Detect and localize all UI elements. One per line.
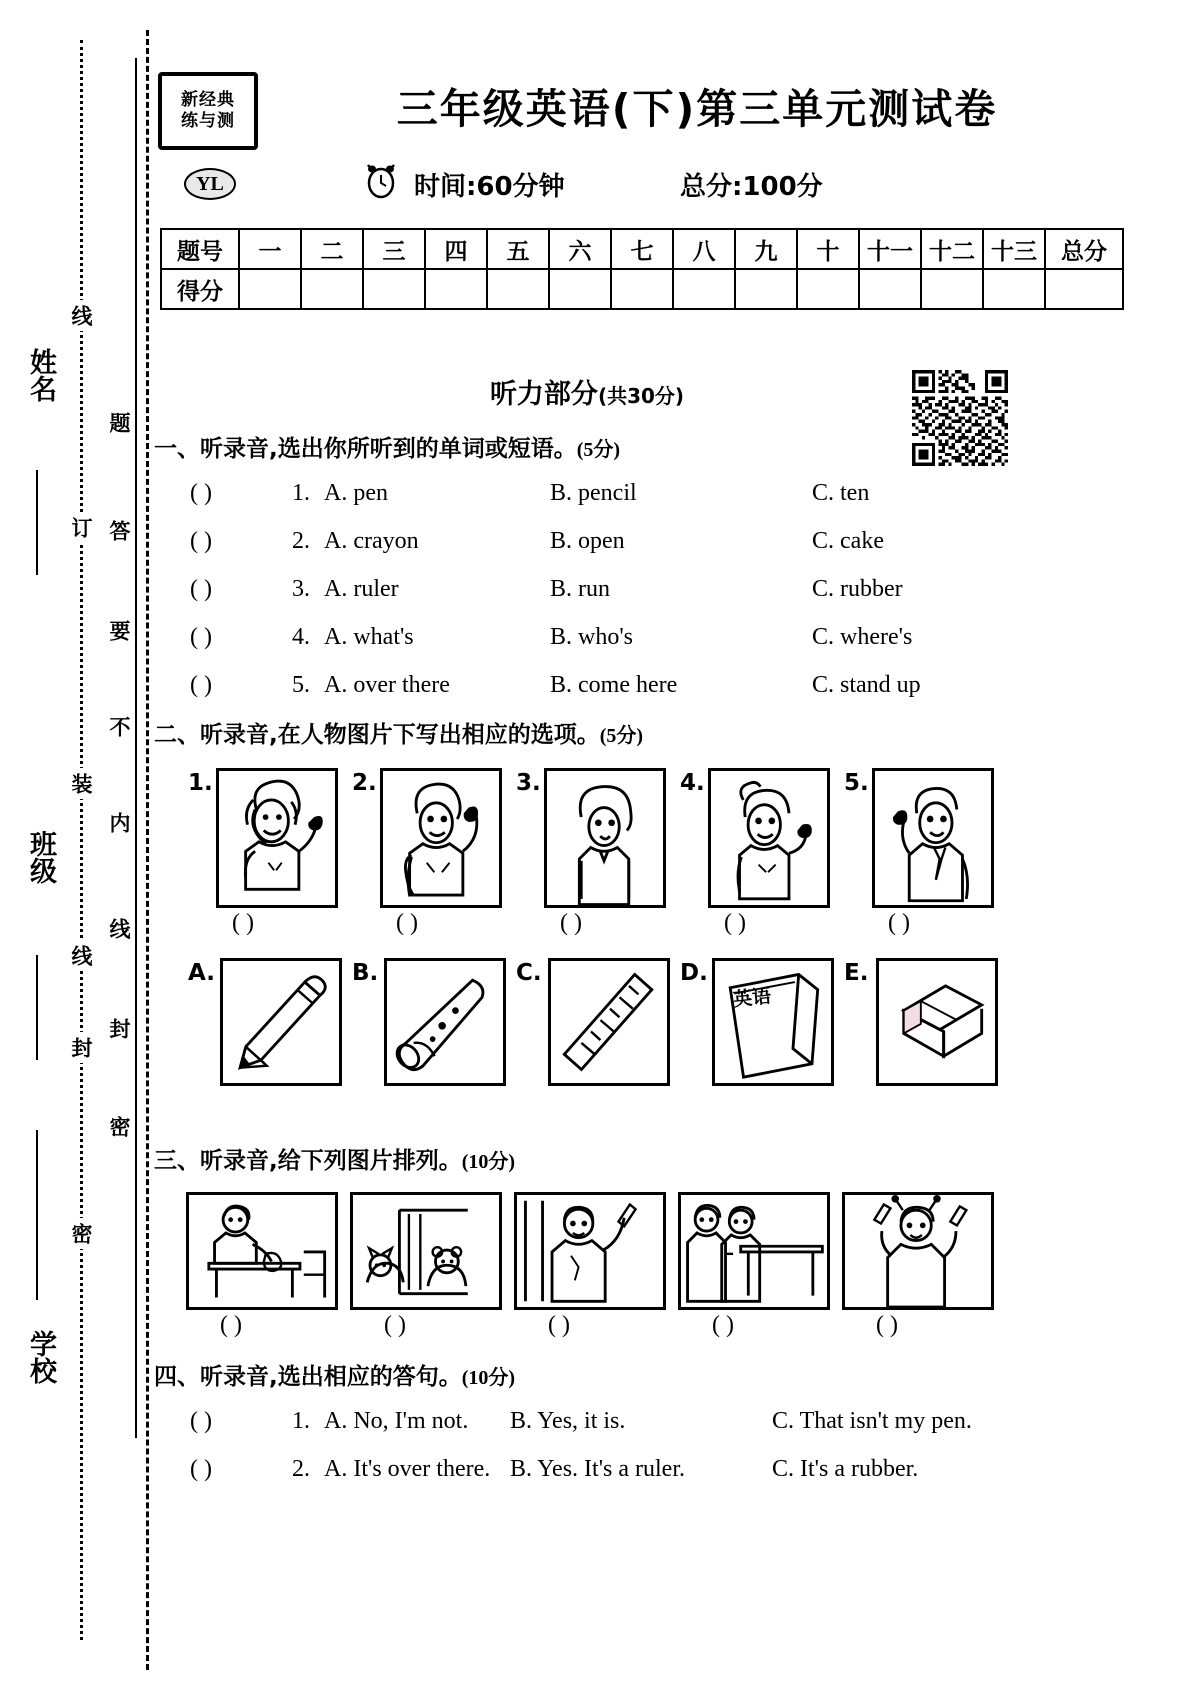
inner-char-5: 线: [107, 918, 131, 939]
table-row-question-numbers: [161, 229, 1123, 269]
table-row-scores: [161, 269, 1123, 309]
s1-q1-number: 1.: [292, 480, 310, 506]
s2-object-b-label: B.: [352, 960, 379, 986]
score-col-8: 九: [735, 229, 797, 269]
score-col-10: 十一: [859, 229, 921, 269]
inner-char-7: 密: [107, 1116, 131, 1137]
margin-solid-line: [135, 58, 137, 1438]
margin-rule-2: [36, 955, 38, 1060]
s1-q2-number: 2.: [292, 528, 310, 554]
s3-picture-5: [842, 1192, 994, 1310]
s2-person-3-number: 3.: [516, 770, 541, 796]
s2-object-b-picture: [384, 958, 506, 1086]
s1-q4-option-b[interactable]: B. who's: [550, 624, 634, 650]
s3-picture-3-answer[interactable]: ( ): [548, 1312, 570, 1338]
score-col-0: 一: [239, 229, 301, 269]
series-logo: [158, 72, 258, 150]
seal-char-1: 订: [66, 512, 96, 543]
seal-char-0: 线: [66, 300, 96, 331]
margin-label-class: 班级: [26, 830, 56, 884]
total-score-label: 总分:100分: [680, 172, 823, 202]
score-col-11: 十二: [921, 229, 983, 269]
score-table-row-label-2: 得分: [161, 269, 239, 309]
s1-q5-option-b[interactable]: B. come here: [550, 672, 678, 698]
section-three-heading: [154, 1142, 515, 1175]
left-margin-strip: [0, 0, 150, 1684]
listening-part-title: [152, 372, 1022, 411]
s3-picture-4: [678, 1192, 830, 1310]
s3-picture-2-answer[interactable]: ( ): [384, 1312, 406, 1338]
inner-char-1: 答: [107, 520, 131, 541]
s2-person-4-picture: [708, 768, 830, 908]
score-cell-9[interactable]: [797, 269, 859, 309]
score-cell-6[interactable]: [611, 269, 673, 309]
s4-q1-option-b[interactable]: B. Yes, it is.: [510, 1408, 626, 1434]
s3-picture-4-answer[interactable]: ( ): [712, 1312, 734, 1338]
s2-person-5-picture: [872, 768, 994, 908]
section-four-heading-text: 四、听录音,选出相应的答句。: [154, 1364, 462, 1390]
margin-rule-1: [36, 470, 38, 575]
score-cell-7[interactable]: [673, 269, 735, 309]
qr-code-icon[interactable]: [912, 370, 1008, 466]
section-two-points: (5分): [599, 725, 644, 747]
margin-rule-3: [36, 1130, 38, 1300]
s1-q4-option-a[interactable]: A. what's: [324, 624, 414, 650]
inner-char-4: 内: [107, 812, 131, 833]
seal-char-5: 密: [66, 1218, 96, 1249]
s4-q2-option-c[interactable]: C. It's a rubber.: [772, 1456, 919, 1482]
s1-q4-number: 4.: [292, 624, 310, 650]
section-four-points: (10分): [461, 1367, 516, 1389]
score-col-4: 五: [487, 229, 549, 269]
s3-picture-1-answer[interactable]: ( ): [220, 1312, 242, 1338]
s1-q1-option-a[interactable]: A. pen: [324, 480, 388, 506]
listening-part-points: (共30分): [597, 384, 685, 408]
s1-q1-option-c[interactable]: C. ten: [812, 480, 870, 506]
score-col-5: 六: [549, 229, 611, 269]
score-col-1: 二: [301, 229, 363, 269]
score-table-row-label-1: 题号: [161, 229, 239, 269]
s1-q2-option-b[interactable]: B. open: [550, 528, 625, 554]
section-one-points: (5分): [576, 439, 621, 461]
s2-object-e-label: E.: [844, 960, 869, 986]
page-dashed-border: [146, 30, 149, 1670]
s2-person-4-number: 4.: [680, 770, 705, 796]
seal-dotted-line: [80, 40, 83, 1640]
score-cell-1[interactable]: [301, 269, 363, 309]
section-one-heading-text: 一、听录音,选出你所听到的单词或短语。: [154, 436, 577, 462]
s4-q2-bracket[interactable]: ( ): [190, 1456, 212, 1482]
s2-object-e-picture: [876, 958, 998, 1086]
listening-part-label: 听力部分: [489, 379, 598, 410]
section-three-points: (10分): [461, 1151, 516, 1173]
score-cell-5[interactable]: [549, 269, 611, 309]
s1-q5-number: 5.: [292, 672, 310, 698]
seal-char-3: 线: [66, 940, 96, 971]
score-cell-8[interactable]: [735, 269, 797, 309]
alarm-clock-icon: [364, 160, 398, 200]
inner-char-2: 要: [107, 620, 131, 641]
s3-picture-3: [514, 1192, 666, 1310]
score-table: [160, 228, 1124, 310]
s1-q2-option-a[interactable]: A. crayon: [324, 528, 419, 554]
s1-q1-option-b[interactable]: B. pencil: [550, 480, 637, 506]
s2-person-5-number: 5.: [844, 770, 869, 796]
s2-person-3-answer[interactable]: ( ): [560, 910, 582, 936]
s4-q1-number: 1.: [292, 1408, 310, 1434]
score-col-3: 四: [425, 229, 487, 269]
s3-picture-1: [186, 1192, 338, 1310]
score-cell-11[interactable]: [921, 269, 983, 309]
s4-q1-option-c[interactable]: C. That isn't my pen.: [772, 1408, 972, 1434]
s1-q5-option-c[interactable]: C. stand up: [812, 672, 921, 698]
section-two-heading: [154, 716, 643, 749]
inner-char-0: 题: [107, 412, 131, 433]
score-cell-10[interactable]: [859, 269, 921, 309]
s2-object-d-picture: [712, 958, 834, 1086]
s1-q3-option-b[interactable]: B. run: [550, 576, 610, 602]
s4-q2-number: 2.: [292, 1456, 310, 1482]
score-col-7: 八: [673, 229, 735, 269]
s1-q2-bracket[interactable]: ( ): [190, 528, 212, 554]
score-cell-4[interactable]: [487, 269, 549, 309]
s2-object-c-label: C.: [516, 960, 542, 986]
s2-person-2-answer[interactable]: ( ): [396, 910, 418, 936]
s4-q1-option-a[interactable]: A. No, I'm not.: [324, 1408, 469, 1434]
edition-badge: YL: [184, 168, 236, 200]
score-cell-13[interactable]: [1045, 269, 1123, 309]
s2-object-d-caption: 英语: [732, 985, 773, 1011]
s1-q3-bracket[interactable]: ( ): [190, 576, 212, 602]
s1-q3-option-c[interactable]: C. rubber: [812, 576, 903, 602]
exam-sheet: [152, 0, 1191, 1684]
page-title: 三年级英语(下)第三单元测试卷: [396, 85, 998, 133]
seal-char-2: 装: [66, 768, 96, 799]
score-cell-3[interactable]: [425, 269, 487, 309]
margin-label-school: 学校: [26, 1330, 56, 1384]
score-cell-12[interactable]: [983, 269, 1045, 309]
s2-person-3-picture: [544, 768, 666, 908]
s1-q4-option-c[interactable]: C. where's: [812, 624, 913, 650]
score-col-6: 七: [611, 229, 673, 269]
section-two-heading-text: 二、听录音,在人物图片下写出相应的选项。: [154, 722, 600, 748]
inner-char-3: 不: [107, 716, 131, 737]
section-four-heading: [154, 1358, 515, 1391]
s1-q3-number: 3.: [292, 576, 310, 602]
s1-q4-bracket[interactable]: ( ): [190, 624, 212, 650]
score-col-9: 十: [797, 229, 859, 269]
s2-object-d-label: D.: [680, 960, 708, 986]
s3-picture-2: [350, 1192, 502, 1310]
inner-char-6: 封: [107, 1018, 131, 1039]
s2-person-2-picture: [380, 768, 502, 908]
s2-person-1-picture: [216, 768, 338, 908]
s1-q3-option-a[interactable]: A. ruler: [324, 576, 399, 602]
s2-person-1-number: 1.: [188, 770, 213, 796]
s2-person-4-answer[interactable]: ( ): [724, 910, 746, 936]
score-cell-0[interactable]: [239, 269, 301, 309]
s4-q2-option-b[interactable]: B. Yes. It's a ruler.: [510, 1456, 685, 1482]
s2-person-1-answer[interactable]: ( ): [232, 910, 254, 936]
s4-q1-bracket[interactable]: ( ): [190, 1408, 212, 1434]
s1-q5-bracket[interactable]: ( ): [190, 672, 212, 698]
s1-q1-bracket[interactable]: ( ): [190, 480, 212, 506]
s2-object-a-picture: [220, 958, 342, 1086]
series-logo-line2: 练与测: [181, 111, 235, 131]
s4-q2-option-a[interactable]: A. It's over there.: [324, 1456, 491, 1482]
seal-char-4: 封: [66, 1032, 96, 1063]
score-col-12: 十三: [983, 229, 1045, 269]
margin-label-name: 姓名: [26, 348, 56, 402]
score-cell-2[interactable]: [363, 269, 425, 309]
s2-object-a-label: A.: [188, 960, 215, 986]
s1-q2-option-c[interactable]: C. cake: [812, 528, 884, 554]
time-limit-label: 时间:60分钟: [414, 172, 565, 202]
s2-object-c-picture: [548, 958, 670, 1086]
s2-person-5-answer[interactable]: ( ): [888, 910, 910, 936]
section-one-heading: [154, 430, 620, 463]
score-col-13: 总分: [1045, 229, 1123, 269]
section-three-heading-text: 三、听录音,给下列图片排列。: [154, 1148, 462, 1174]
s1-q5-option-a[interactable]: A. over there: [324, 672, 450, 698]
series-logo-line1: 新经典: [181, 89, 235, 110]
score-col-2: 三: [363, 229, 425, 269]
s3-picture-5-answer[interactable]: ( ): [876, 1312, 898, 1338]
s2-person-2-number: 2.: [352, 770, 377, 796]
